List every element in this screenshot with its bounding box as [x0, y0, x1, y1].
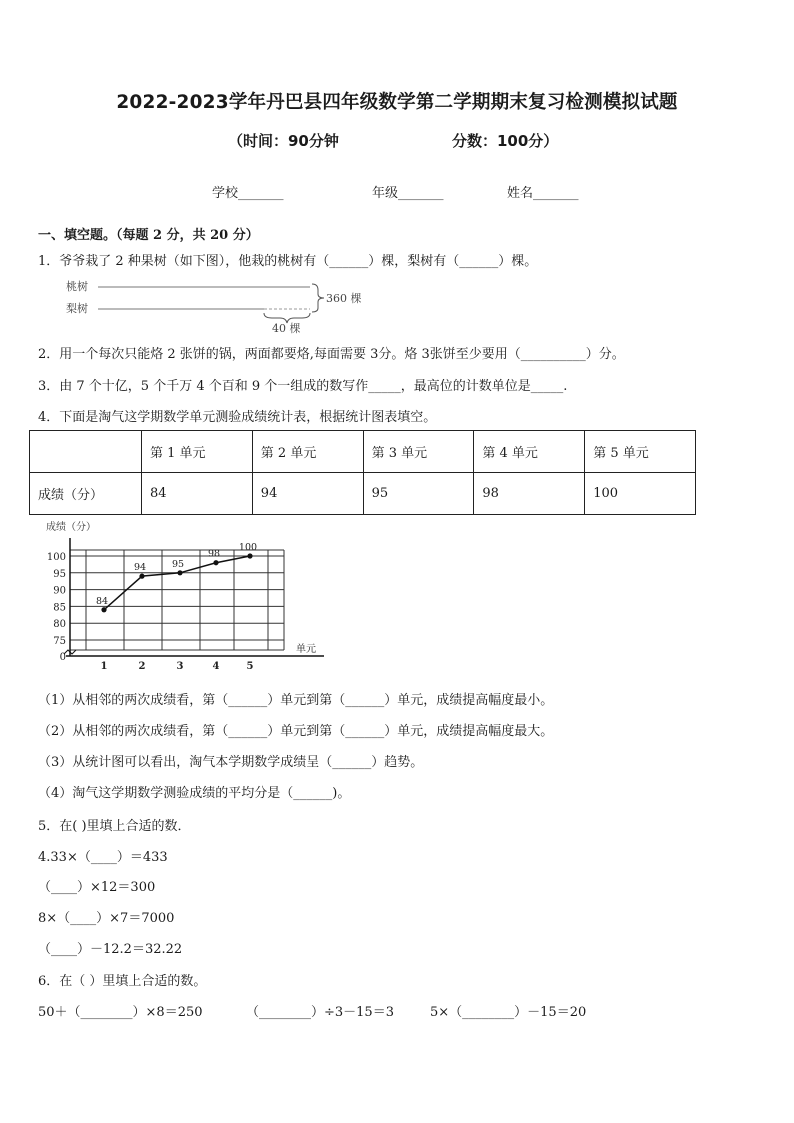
table-cell: 100 [585, 473, 696, 515]
y-tick-label: 80 [53, 619, 66, 631]
table-cell [30, 431, 142, 473]
data-label: 95 [171, 558, 185, 570]
exam-title: 2022-2023学年丹巴县四年级数学第二学期期末复习检测模拟试题 [116, 92, 678, 113]
question-1: 1．爷爷栽了 2 种果树（如下图），他栽的桃树有（______）棵，梨树有（______）棵。 [38, 254, 538, 269]
question-4-sub-3: （3）从统计图可以看出，淘气本学期数学成绩呈（______）趋势。 [38, 755, 424, 770]
peach-label: 桃树 [66, 280, 88, 293]
question-3: 3．由 7 个十亿，5 个千万 4 个百和 9 个一组成的数写作_____，最高位的计数单位是_____. [38, 379, 568, 394]
data-point [213, 560, 218, 565]
score-line-chart [28, 518, 338, 674]
table-cell: 95 [363, 473, 474, 515]
x-tick-label: 3 [176, 661, 184, 672]
data-point [101, 607, 106, 612]
pear-label: 梨树 [66, 302, 88, 315]
table-cell: 第 2 单元 [252, 431, 363, 473]
y-axis-title: 成绩（分） [46, 522, 96, 533]
question-5-line-1: 4.33×（____）＝433 [38, 850, 168, 865]
exam-time: （时间：90分钟 [228, 132, 339, 150]
table-cell: 第 3 单元 [363, 431, 474, 473]
table-cell: 94 [252, 473, 363, 515]
data-point [247, 553, 252, 558]
question-5-line-4: （____）－12.2＝32.22 [38, 942, 183, 957]
data-point [139, 574, 144, 579]
table-cell: 第 4 单元 [474, 431, 585, 473]
question-4-sub-2: （2）从相邻的两次成绩看，第（______）单元到第（______）单元，成绩提高幅度最大。 [38, 724, 554, 739]
school-field[interactable]: 学校_______ [212, 186, 284, 201]
name-field[interactable]: 姓名_______ [507, 186, 579, 201]
table-cell: 成绩（分） [30, 473, 142, 515]
exam-score: 分数：100分） [452, 132, 559, 150]
y-tick-label: 90 [53, 585, 66, 597]
data-label: 98 [207, 548, 221, 560]
x-tick-label: 1 [100, 661, 108, 672]
question-4-sub-1: （1）从相邻的两次成绩看，第（______）单元到第（______）单元，成绩提高幅度最小。 [38, 693, 554, 708]
table-cell: 第 5 单元 [585, 431, 696, 473]
data-label: 100 [238, 542, 258, 553]
x-tick-label: 5 [246, 661, 254, 672]
data-label: 84 [95, 595, 109, 607]
table-header-row [30, 431, 696, 473]
y-tick-label: 75 [53, 636, 66, 647]
data-label: 94 [133, 562, 147, 574]
data-point [177, 570, 182, 575]
table-row [30, 473, 696, 515]
y-tick-label: 95 [53, 568, 66, 580]
question-4: 4．下面是淘气这学期数学单元测验成绩统计表，根据统计图表填空。 [38, 410, 437, 425]
question-6: 6．在（ ）里填上合适的数。 [38, 974, 207, 989]
tree-diagram [62, 276, 372, 334]
table-cell: 第 1 单元 [142, 431, 253, 473]
diff-label: 40 棵 [272, 322, 301, 334]
question-6-item-3: 5×（________）－15＝20 [430, 1005, 587, 1020]
y-tick-label: 100 [46, 552, 66, 563]
score-table [29, 430, 696, 515]
question-5-line-2: （____）×12＝300 [38, 880, 156, 895]
question-5-line-3: 8×（____）×7＝7000 [38, 911, 175, 926]
grade-field[interactable]: 年级_______ [372, 186, 444, 201]
x-tick-label: 4 [212, 661, 220, 672]
question-2: 2．用一个每次只能烙 2 张饼的锅，两面都要烙,每面需要 3分。烙 3张饼至少要用（__________）分。 [38, 347, 625, 362]
table-cell: 84 [142, 473, 253, 515]
y-tick-label: 0 [59, 652, 66, 663]
y-tick-label: 85 [53, 602, 66, 614]
table-cell: 98 [474, 473, 585, 515]
question-6-item-1: 50＋（________）×8＝250 [38, 1005, 203, 1020]
x-axis-title: 单元 [296, 644, 316, 655]
question-6-item-2: （________）÷3－15＝3 [246, 1005, 394, 1020]
x-tick-label: 2 [138, 661, 146, 672]
total-label: 360 棵 [326, 292, 362, 305]
question-5: 5．在( )里填上合适的数． [38, 819, 191, 834]
section-heading: 一、填空题。（每题 2 分，共 20 分） [38, 228, 259, 243]
question-4-sub-4: （4）淘气这学期数学测验成绩的平均分是（______)。 [38, 786, 351, 801]
